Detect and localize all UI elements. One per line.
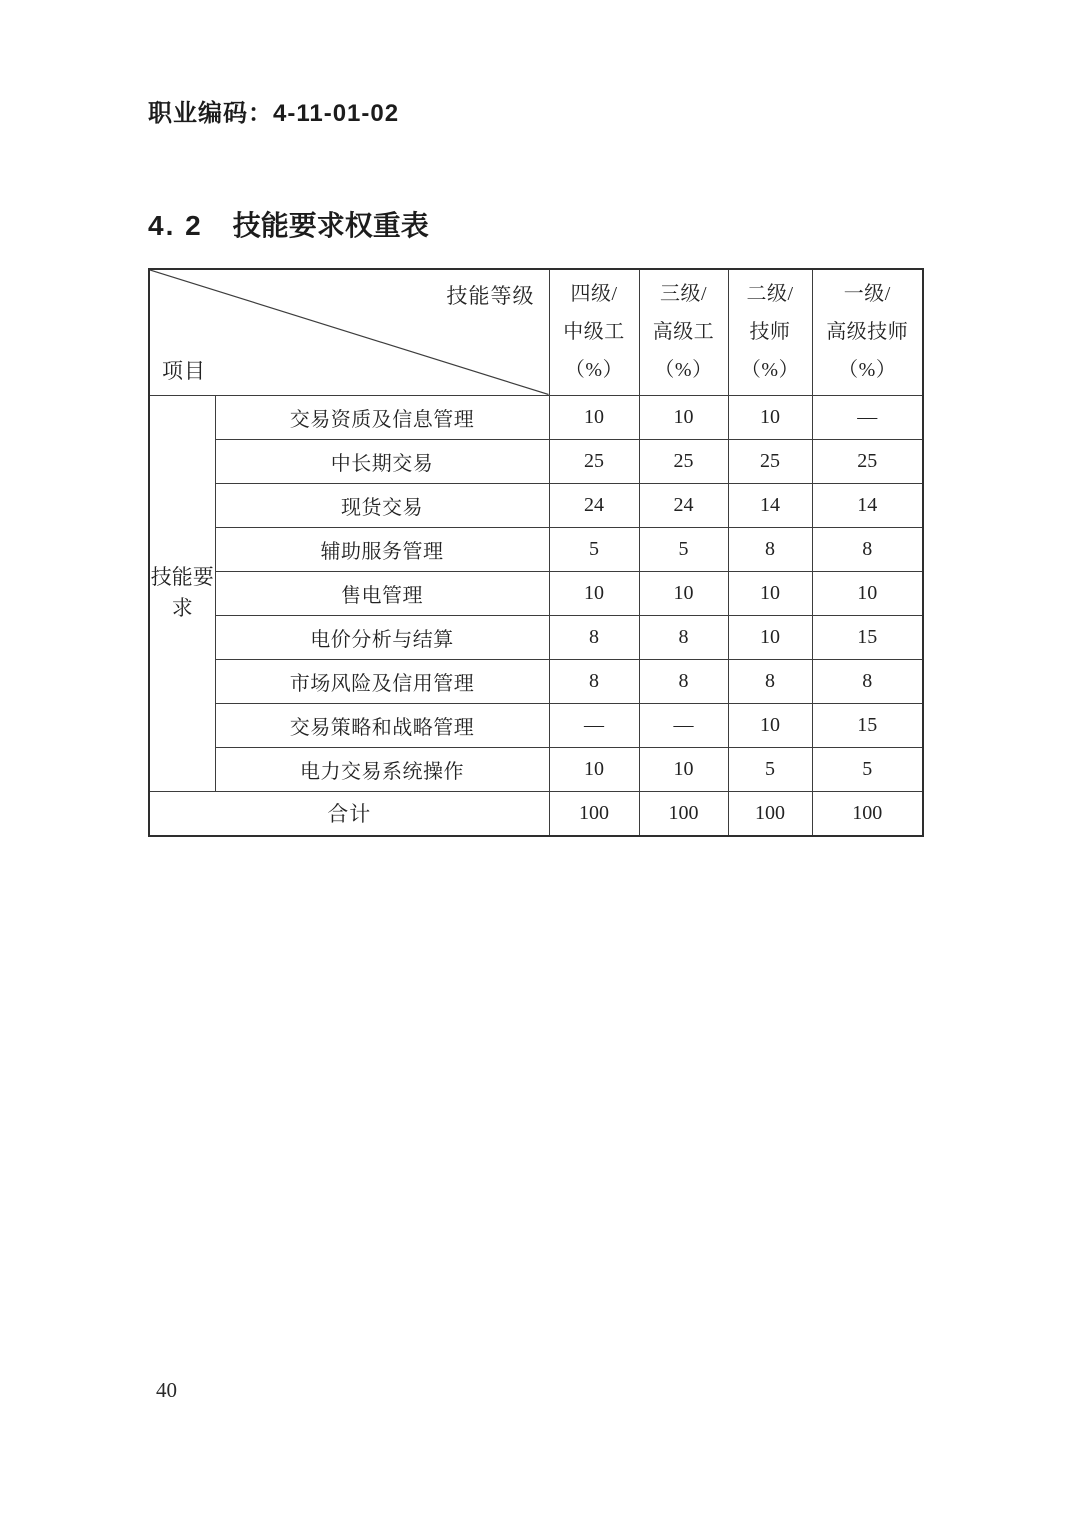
table-row (149, 527, 923, 571)
cell-value: 14 (812, 483, 923, 527)
cell-value: 5 (812, 747, 923, 791)
cell-value: 24 (549, 483, 639, 527)
cell-value: 8 (728, 659, 812, 703)
table-row (149, 747, 923, 791)
cell-value: 10 (639, 747, 728, 791)
column-header-level4 (549, 269, 639, 395)
table-row (149, 615, 923, 659)
column-header-line: （%） (564, 359, 624, 382)
total-label: 合计 (149, 791, 549, 836)
section-title-text: 技能要求权重表 (232, 210, 429, 241)
column-header-level2 (728, 269, 812, 395)
column-header-line: （%） (654, 359, 713, 382)
cell-value: 10 (549, 571, 639, 615)
cell-value: 10 (728, 703, 812, 747)
cell-value: 5 (549, 527, 639, 571)
cell-value: — (549, 703, 639, 747)
cell-value: 8 (549, 659, 639, 703)
cell-value: 8 (549, 615, 639, 659)
cell-value: 14 (728, 483, 812, 527)
table-row (149, 571, 923, 615)
column-header-level3 (639, 269, 728, 395)
column-header-line: 高级技师 (826, 321, 909, 344)
skill-weight-table (148, 268, 924, 837)
cell-value: 25 (728, 439, 812, 483)
row-item-label: 现货交易 (215, 483, 549, 527)
cell-value: 8 (812, 527, 923, 571)
cell-value: 5 (639, 527, 728, 571)
column-header-line: 二级/ (746, 283, 794, 306)
table-header-row (149, 269, 923, 395)
column-header-level1 (812, 269, 923, 395)
cell-value: — (812, 395, 923, 439)
cell-value: 8 (639, 659, 728, 703)
cell-value: 24 (639, 483, 728, 527)
corner-cell (149, 269, 549, 395)
cell-value: — (639, 703, 728, 747)
total-value: 100 (728, 791, 812, 836)
cell-value: 5 (728, 747, 812, 791)
corner-label-item: 项目 (162, 358, 206, 383)
row-item-label: 市场风险及信用管理 (215, 659, 549, 703)
row-item-label: 电力交易系统操作 (215, 747, 549, 791)
section-title (148, 204, 429, 244)
total-row (149, 791, 923, 836)
cell-value: 8 (728, 527, 812, 571)
cell-value: 10 (728, 571, 812, 615)
column-header-line: （%） (838, 359, 897, 382)
cell-value: 10 (728, 615, 812, 659)
column-header-line: 三级/ (659, 283, 708, 306)
page-number: 40 (156, 1378, 177, 1402)
total-value: 100 (812, 791, 923, 836)
column-header-line: 高级工 (652, 321, 715, 344)
occupation-code: 职业编码：4-11-01-02 (148, 100, 400, 127)
cell-value: 8 (812, 659, 923, 703)
table-row (149, 395, 923, 439)
cell-value: 25 (812, 439, 923, 483)
table-row (149, 659, 923, 703)
cell-value: 10 (728, 395, 812, 439)
cell-value: 8 (639, 615, 728, 659)
cell-value: 25 (639, 439, 728, 483)
row-item-label: 售电管理 (215, 571, 549, 615)
total-value: 100 (549, 791, 639, 836)
total-value: 100 (639, 791, 728, 836)
column-header-line: 中级工 (563, 321, 625, 344)
cell-value: 10 (812, 571, 923, 615)
cell-value: 10 (639, 395, 728, 439)
table-row (149, 439, 923, 483)
cell-value: 10 (549, 395, 639, 439)
cell-value: 15 (812, 703, 923, 747)
row-item-label: 电价分析与结算 (215, 615, 549, 659)
row-item-label: 交易资质及信息管理 (215, 395, 549, 439)
table-row (149, 703, 923, 747)
row-item-label: 辅助服务管理 (215, 527, 549, 571)
column-header-line: 一级/ (843, 283, 891, 306)
cell-value: 25 (549, 439, 639, 483)
row-item-label: 中长期交易 (215, 439, 549, 483)
cell-value: 10 (639, 571, 728, 615)
column-header-line: （%） (740, 359, 800, 382)
column-header-line: 四级/ (570, 283, 618, 306)
column-header-line: 技师 (749, 321, 791, 344)
section-number: 4. 2 (148, 210, 203, 241)
row-item-label: 交易策略和战略管理 (215, 703, 549, 747)
cell-value: 15 (812, 615, 923, 659)
corner-label-skill-level: 技能等级 (446, 284, 535, 308)
cell-value: 10 (549, 747, 639, 791)
table-row (149, 483, 923, 527)
row-group-label: 技能要求 (149, 395, 215, 791)
